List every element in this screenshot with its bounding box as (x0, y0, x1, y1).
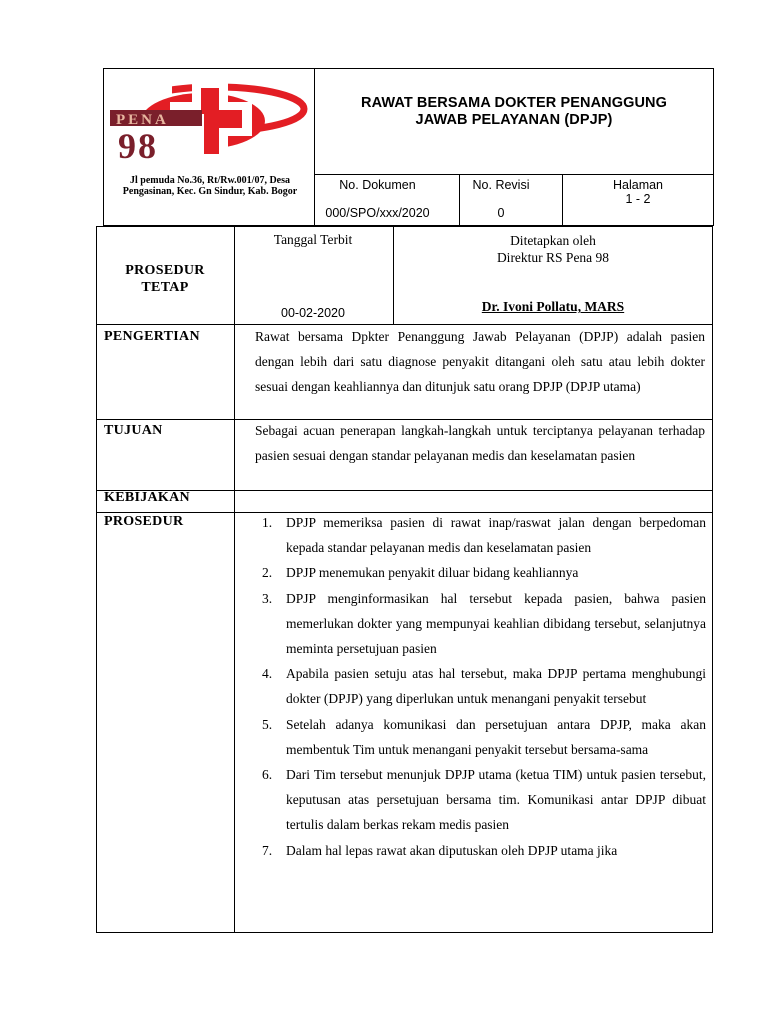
list-item (234, 560, 706, 585)
step-text: DPJP memeriksa pasien di rawat inap/raswat jalan dengan berpedoman kepada standar pelayanan medis dan keselamatan pasien (286, 515, 706, 556)
list-item (234, 586, 706, 662)
logo-word: PENA (116, 112, 169, 128)
step-number: 7. (262, 842, 273, 858)
prosedur-label: PROSEDUR (104, 514, 184, 529)
step-text: Setelah adanya komunikasi dan persetujuan antara DPJP, maka akan membentuk Tim untuk menangani penyakit tersebut bersama-sama (286, 716, 706, 757)
procedure-label-line-2: TETAP (141, 280, 189, 295)
halaman-value: 1 - 2 (625, 192, 651, 206)
step-text: DPJP menginformasikan hal tersebut kepada pasien, bahwa pasien memerlukan dokter yang mempunyai keahlian dibidang tersebut, selanjutnya meminta persetujuan pasien (286, 590, 706, 657)
list-item (234, 510, 706, 560)
kebijakan-label: KEBIJAKAN (104, 490, 190, 505)
ditetapkan-line-2: Direktur RS Pena 98 (496, 250, 610, 265)
procedure-label-line-1: PROSEDUR (125, 263, 205, 278)
tujuan-label: TUJUAN (104, 423, 163, 438)
halaman-label: Halaman (612, 178, 664, 192)
tanggal-terbit-label: Tanggal Terbit (273, 232, 353, 247)
step-text: Apabila pasien setuju atas hal tersebut, maka DPJP pertama menghubungi dokter (DPJP) yang diperlukan untuk menangani penyakit tersebut (286, 666, 706, 707)
step-number: 2. (262, 565, 273, 581)
step-number: 4. (262, 666, 273, 682)
list-item (234, 762, 706, 838)
pengertian-text: Rawat bersama Dpkter Penanggung Jawab Pelayanan (DPJP) adalah pasien dengan lebih dari satu diagnose penyakit ditangani oleh satu atau lebih dokter sesuai dengan keahliannya dan ditunjuk satu orang DPJP (DPJP utama) (255, 329, 705, 394)
step-text: DPJP menemukan penyakit diluar bidang keahliannya (286, 565, 579, 581)
hospital-address: Jl pemuda No.36, Rt/Rw.001/07, Desa Pengasinan, Kec. Gn Sindur, Kab. Bogor (122, 175, 298, 197)
prosedur-steps (234, 510, 706, 863)
hospital-logo (108, 82, 308, 160)
ditetapkan-block (393, 232, 713, 266)
procedure-type-label (97, 262, 233, 296)
logo-graphic (108, 82, 308, 160)
step-number: 3. (262, 590, 273, 606)
step-number: 6. (262, 767, 273, 783)
prosedur-list-container (234, 510, 706, 932)
step-number: 1. (262, 515, 273, 530)
title-line-1: RAWAT BERSAMA DOKTER PENANGGUNG (361, 95, 667, 111)
no-dokumen-label: No. Dokumen (339, 178, 416, 192)
step-text: Dari Tim tersebut menunjuk DPJP utama (ketua TIM) untuk pasien tersebut, keputusan atas persetujuan bersama tim. Komunikasi antar DPJP dibuat tertulis dalam berkas rekam medis pasien (286, 767, 706, 833)
no-dokumen-value: 000/SPO/xxx/2020 (325, 206, 430, 220)
step-number: 5. (262, 716, 273, 732)
logo-number: 98 (118, 126, 158, 160)
no-revisi-label: No. Revisi (472, 178, 530, 192)
document-title (315, 95, 713, 129)
list-item (234, 838, 706, 863)
tujuan-text: Sebagai acuan penerapan langkah-langkah untuk terciptanya pelayanan terhadap pasien sesuai dengan standar pelayanan medis dan keselamatan pasien (255, 423, 705, 463)
signer-name: Dr. Ivoni Pollatu, MARS (481, 299, 625, 314)
pengertian-label: PENGERTIAN (104, 329, 200, 344)
list-item (234, 661, 706, 711)
ditetapkan-line-1: Ditetapkan oleh (510, 233, 596, 248)
step-text: Dalam hal lepas rawat akan diputuskan oleh DPJP utama jika (286, 842, 618, 858)
no-revisi-value: 0 (497, 206, 505, 220)
tanggal-terbit-value: 00-02-2020 (281, 306, 345, 320)
list-item (234, 712, 706, 762)
title-line-2: JAWAB PELAYANAN (DPJP) (415, 112, 613, 128)
